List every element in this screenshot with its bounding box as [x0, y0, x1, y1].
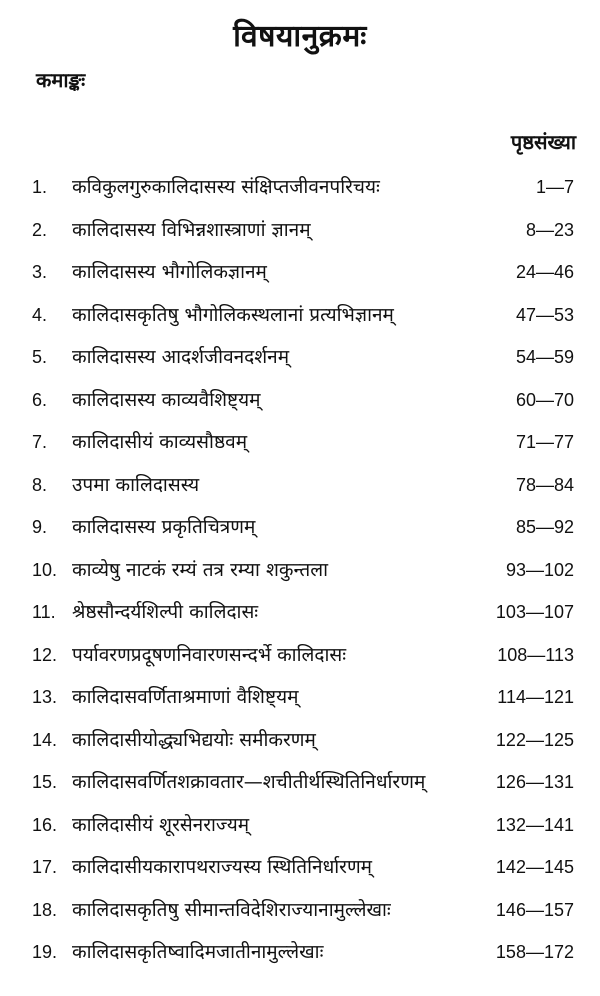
entry-number: 3.: [32, 262, 48, 282]
entry-pages: 122—125: [495, 729, 574, 750]
entry-pages: 54—59: [515, 347, 574, 367]
entry-pages: 71—77: [515, 432, 574, 452]
entry-title: पर्यावरणप्रदूषणनिवारणसन्दर्भे कालिदासः: [72, 643, 347, 666]
toc-entry-5: [0, 342, 600, 385]
entry-number: 9.: [32, 517, 48, 537]
entry-number: 15.: [32, 772, 58, 792]
entry-title: कालिदासस्य आदर्शजीवनदर्शनम्: [72, 346, 290, 368]
entry-pages: 132—141: [495, 814, 574, 835]
toc-entry-15: [0, 767, 600, 810]
toc-entry-3: [0, 257, 600, 300]
entry-title: कालिदासस्य विभिन्नशास्त्राणां ज्ञानम्: [72, 218, 311, 241]
toc-entry-6: [0, 385, 600, 428]
entry-title: उपमा कालिदासस्य: [72, 473, 200, 496]
entry-pages: 1—7: [535, 177, 574, 197]
toc-entry-13: [0, 682, 600, 725]
entry-title: कालिदासीयं शूरसेनराज्यम्: [72, 813, 250, 836]
toc-entry-1: [0, 172, 600, 215]
entry-number: 4.: [32, 304, 48, 325]
entry-title: कालिदासीयकारापथराज्यस्य स्थितिनिर्धारणम्: [72, 856, 373, 878]
entry-title: कालिदासस्य काव्यवैशिष्ट्यम्: [72, 388, 261, 411]
toc-entry-2: [0, 215, 600, 258]
entry-number: 13.: [32, 687, 58, 707]
entry-number: 11.: [32, 602, 56, 622]
toc-entry-8: [0, 470, 600, 513]
entry-pages: 103—107: [495, 602, 574, 622]
serial-number-heading: कमाङ्कः: [36, 68, 86, 92]
entry-pages: 47—53: [515, 304, 574, 325]
entry-pages: 146—157: [495, 899, 574, 920]
entry-number: 2.: [32, 219, 48, 240]
entry-pages: 8—23: [525, 219, 574, 240]
entry-pages: 158—172: [495, 942, 574, 962]
entry-pages: 85—92: [515, 517, 574, 537]
entry-number: 6.: [32, 389, 48, 410]
toc-entry-14: [0, 725, 600, 768]
entry-title: कालिदासवर्णितशक्रावतार—शचीतीर्थस्थितिनिर्धारणम्: [72, 771, 426, 793]
entry-number: 19.: [32, 942, 58, 962]
entry-pages: 114—121: [497, 687, 574, 707]
entry-number: 1.: [32, 177, 48, 197]
entry-number: 17.: [32, 857, 58, 877]
entry-number: 7.: [32, 432, 48, 452]
toc-entry-16: [0, 810, 600, 853]
page-title: विषयानुक्रमः: [233, 19, 367, 54]
entry-title: कालिदासकृतिष्वादिमजातीनामुल्लेखाः: [72, 941, 324, 963]
entry-title: कालिदासकृतिषु भौगोलिकस्थलानां प्रत्यभिज्ञानम्: [72, 303, 394, 326]
entry-number: 12.: [32, 644, 58, 665]
toc-entry-7: [0, 427, 600, 470]
toc-entry-10: [0, 555, 600, 598]
entry-number: 14.: [32, 729, 58, 750]
entry-number: 5.: [32, 347, 48, 367]
toc-entry-4: [0, 300, 600, 343]
toc-entry-17: [0, 852, 600, 895]
toc-entry-9: [0, 512, 600, 555]
entry-pages: 60—70: [515, 389, 574, 410]
entry-pages: 126—131: [495, 772, 574, 792]
toc-entry-19: [0, 937, 600, 980]
entry-title: कालिदासीयोद्ध्यभिद्ययोः समीकरणम्: [72, 728, 316, 751]
entry-pages: 93—102: [505, 559, 574, 580]
toc-entry-12: [0, 640, 600, 683]
entry-title: कालिदासस्य भौगोलिकज्ञानम्: [72, 261, 267, 283]
table-of-contents: [0, 172, 600, 980]
entry-pages: 142—145: [495, 857, 574, 877]
entry-pages: 24—46: [515, 262, 574, 282]
page-number-heading: पृष्ठसंख्या: [510, 130, 576, 154]
entry-number: 18.: [32, 899, 58, 920]
toc-entry-18: [0, 895, 600, 938]
entry-title: कालिदासकृतिषु सीमान्तविदेशिराज्यानामुल्लेखाः: [72, 898, 391, 921]
entry-number: 8.: [32, 474, 48, 495]
entry-number: 16.: [32, 814, 58, 835]
entry-number: 10.: [32, 559, 58, 580]
entry-pages: 108—113: [497, 644, 574, 665]
entry-title: कालिदासवर्णिताश्रमाणां वैशिष्ट्यम्: [72, 686, 299, 708]
entry-title: कविकुलगुरुकालिदासस्य संक्षिप्तजीवनपरिचयः: [72, 176, 380, 198]
entry-pages: 78—84: [515, 474, 574, 495]
entry-title: श्रेष्ठसौन्दर्यशिल्पी कालिदासः: [72, 601, 259, 623]
entry-title: कालिदासस्य प्रकृतिचित्रणम्: [72, 516, 256, 538]
entry-title: कालिदासीयं काव्यसौष्ठवम्: [72, 431, 248, 453]
toc-entry-11: [0, 597, 600, 640]
entry-title: काव्येषु नाटकं रम्यं तत्र रम्या शकुन्तला: [72, 558, 329, 581]
